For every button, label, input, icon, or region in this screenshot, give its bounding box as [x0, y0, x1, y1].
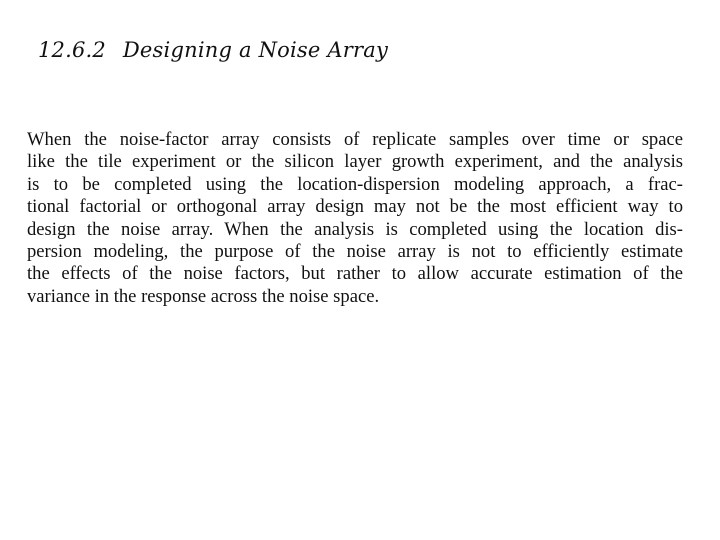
paragraph-line: variance in the response across the noise space.: [27, 285, 380, 307]
paragraph-line: is to be completed using the location-dispersion modeling approach, a frac-: [27, 173, 683, 195]
section-title: Designing a Noise Array: [122, 38, 389, 62]
section-number: 12.6.2: [38, 38, 106, 62]
paragraph-line: design the noise array. When the analysis is completed using the location dis-: [27, 218, 683, 240]
body-paragraph: [27, 129, 683, 308]
paragraph-line: the effects of the noise factors, but rather to allow accurate estimation of the: [27, 263, 683, 285]
paragraph-line: tional factorial or orthogonal array design may not be the most efficient way to: [27, 196, 683, 218]
section-heading: [38, 38, 388, 63]
paragraph-line: When the noise-factor array consists of replicate samples over time or space: [27, 129, 683, 150]
paragraph-line: persion modeling, the purpose of the noise array is not to efficiently estimate: [27, 240, 683, 262]
paragraph-line: like the tile experiment or the silicon layer growth experiment, and the analysis: [27, 151, 683, 173]
